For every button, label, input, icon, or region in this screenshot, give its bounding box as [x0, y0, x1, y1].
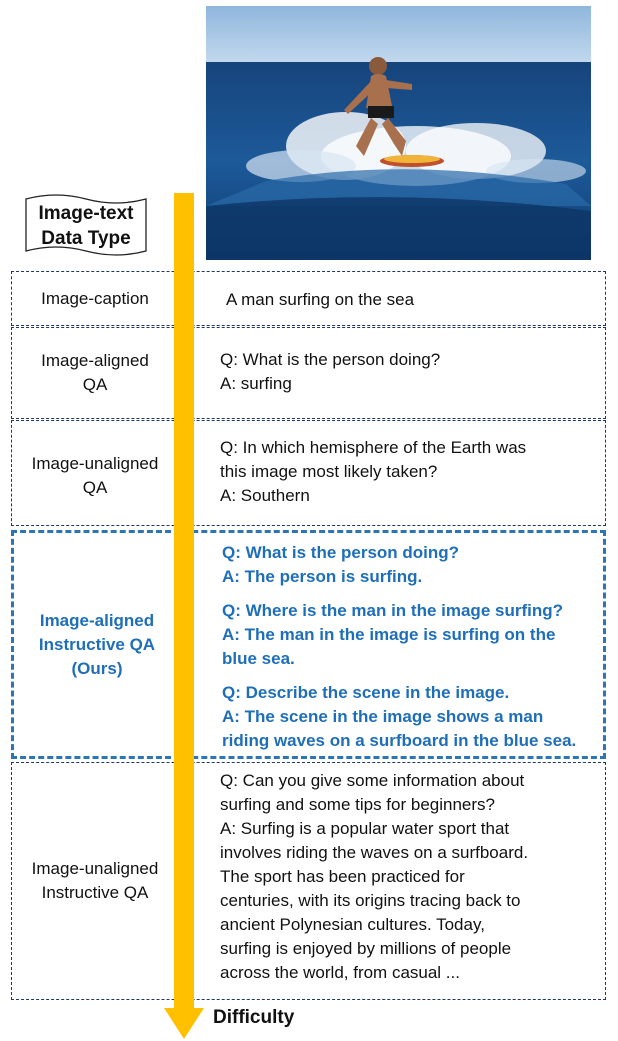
- row-type-label: Image-unaligned QA: [31, 454, 159, 497]
- difficulty-label: Difficulty: [213, 1007, 295, 1028]
- surfer-photo: [206, 6, 591, 260]
- row-content: A man surfing on the sea: [226, 290, 415, 309]
- row-content: Q: Can you give some information about surfing and some tips for beginners? A: Surfing is a popular water sport that involves riding the waves on a surfboard. The sport has been practiced for centuries, with its origins tracing back to ancient Polynesian cultures. Today, surfing is enjoyed by millions of people across the world, from casual ...: [220, 771, 529, 982]
- row-content: Q: What is the person doing? A: The person is surfing. Q: Where is the man in the image surfing? A: The man in the image is surfing on the blue sea. Q: Describe the scene in the image. A: The scene in the image shows a man riding waves on a surfboard in the blue sea.: [222, 543, 577, 750]
- row-image-aligned-instructive-qa-ours: [11, 530, 606, 759]
- row-image-unaligned-qa: [11, 420, 606, 526]
- row-image-caption: [11, 271, 606, 326]
- row-content: Q: What is the person doing? A: surfing: [220, 350, 441, 393]
- row-type-label: Image-caption: [41, 289, 149, 308]
- row-image-unaligned-instructive-qa: [11, 762, 606, 1000]
- data-type-label: Image-text Data Type: [22, 193, 150, 259]
- row-image-aligned-qa: [11, 327, 606, 419]
- row-type-label: Image-aligned Instructive QA (Ours): [38, 611, 156, 678]
- row-type-label: Image-unaligned Instructive QA: [31, 859, 159, 902]
- row-content: Q: In which hemisphere of the Earth was this image most likely taken? A: Southern: [220, 438, 527, 505]
- row-type-label: Image-aligned QA: [41, 351, 149, 394]
- difficulty-arrow: [164, 193, 204, 1039]
